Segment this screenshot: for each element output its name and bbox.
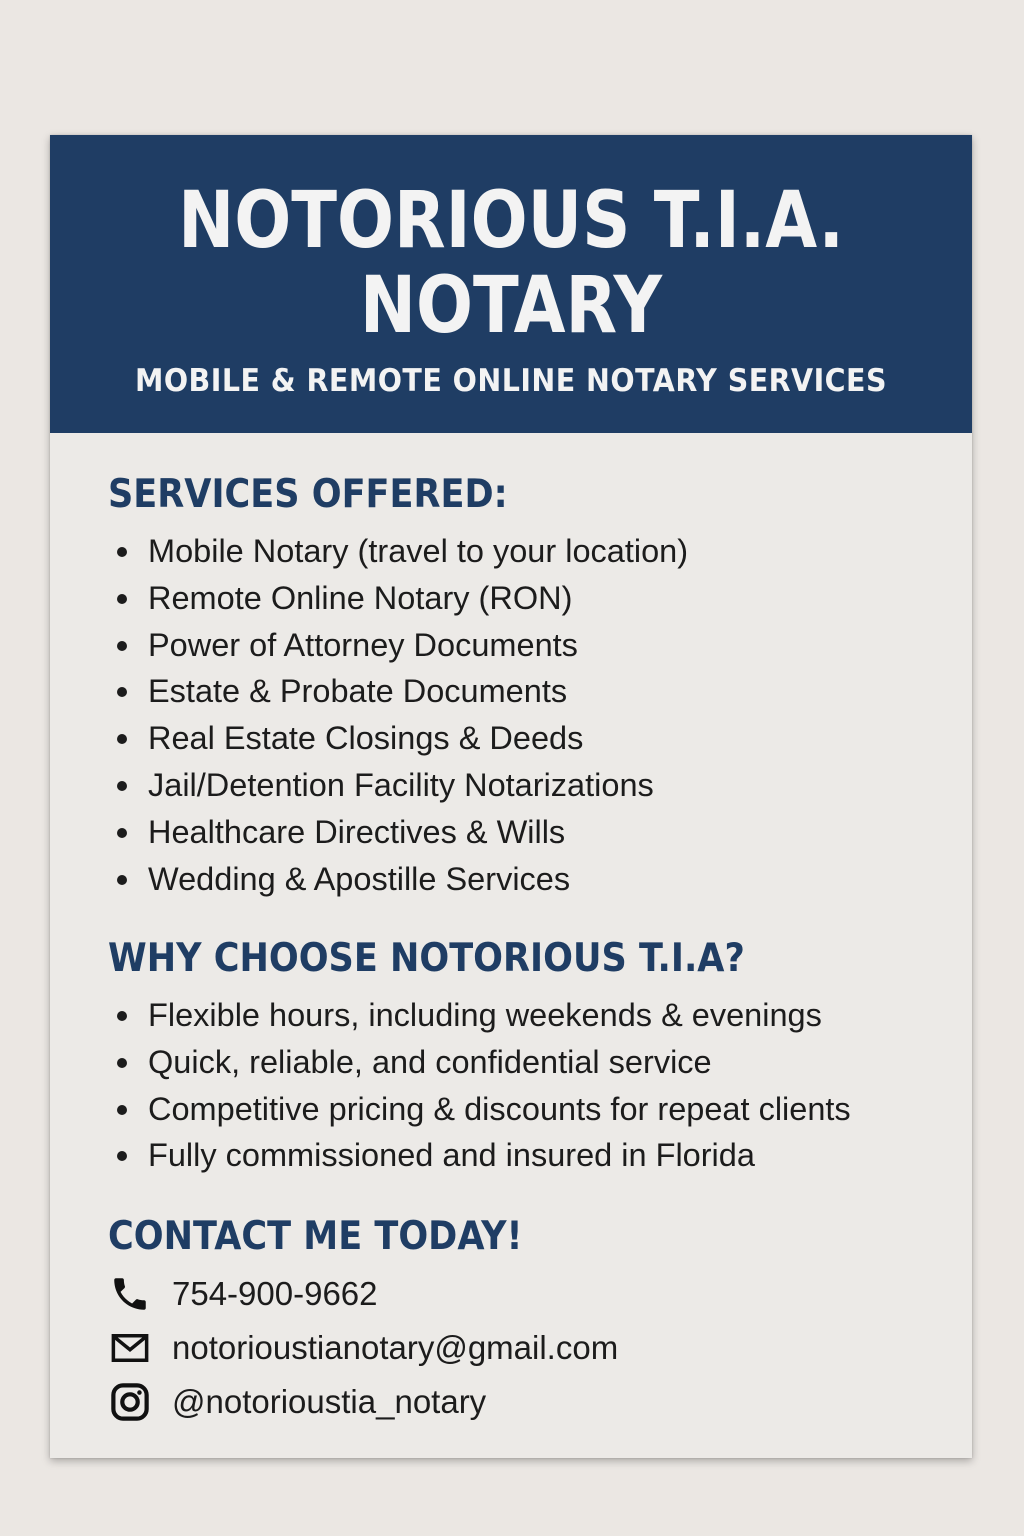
- bullet-dot: [117, 547, 127, 557]
- list-item-text: Estate & Probate Documents: [148, 673, 568, 710]
- title-line-2: NOTARY: [359, 261, 663, 351]
- list-item-text: Healthcare Directives & Wills: [148, 813, 566, 850]
- phone-icon: [108, 1272, 152, 1316]
- contact-instagram[interactable]: [108, 1380, 486, 1424]
- list-item-text: Flexible hours, including weekends & evenings: [148, 997, 822, 1033]
- list-item-text: Jail/Detention Facility Notarizations: [148, 766, 654, 803]
- phone-number[interactable]: 754-900-9662: [172, 1275, 378, 1312]
- contact-phone[interactable]: [108, 1272, 378, 1316]
- instagram-icon: [108, 1380, 152, 1424]
- list-item: [112, 715, 688, 762]
- list-item: [112, 856, 688, 903]
- bullet-dot: [117, 734, 127, 744]
- bullet-dot: [117, 594, 127, 604]
- list-item: [112, 528, 688, 575]
- flyer-header: [50, 135, 972, 433]
- list-item: [112, 762, 688, 809]
- list-item: [112, 1132, 851, 1179]
- instagram-handle[interactable]: @notorioustia_notary: [172, 1383, 487, 1420]
- list-item-text: Power of Attorney Documents: [148, 626, 578, 663]
- services-heading: SERVICES OFFERED:: [108, 472, 508, 517]
- mail-icon: [108, 1326, 152, 1370]
- bullet-dot: [117, 1105, 127, 1115]
- list-item-text: Quick, reliable, and confidential service: [148, 1043, 712, 1080]
- list-item: [112, 1086, 851, 1133]
- notary-flyer: [50, 135, 972, 1458]
- bullet-dot: [117, 1058, 127, 1068]
- list-item-text: Real Estate Closings & Deeds: [148, 720, 584, 757]
- email-address[interactable]: notorioustianotary@gmail.com: [172, 1329, 619, 1366]
- bullet-dot: [117, 687, 127, 697]
- contact-email[interactable]: [108, 1326, 618, 1370]
- list-item-text: Fully commissioned and insured in Florida: [148, 1137, 755, 1174]
- list-item: [112, 668, 688, 715]
- bullet-dot: [117, 1151, 127, 1161]
- title-line-1: NOTORIOUS T.I.A.: [178, 176, 844, 266]
- list-item-text: Competitive pricing & discounts for repeat clients: [148, 1090, 851, 1127]
- bullet-dot: [117, 1011, 127, 1021]
- bullet-dot: [117, 875, 127, 885]
- bullet-dot: [117, 781, 127, 791]
- list-item-text: Mobile Notary (travel to your location): [148, 533, 689, 569]
- list-item-text: Wedding & Apostille Services: [148, 860, 571, 897]
- list-item: [112, 622, 688, 669]
- contact-heading: CONTACT ME TODAY!: [108, 1214, 523, 1259]
- list-item: [112, 992, 851, 1039]
- bullet-dot: [117, 828, 127, 838]
- why-choose-list: [112, 992, 851, 1179]
- list-item: [112, 1039, 851, 1086]
- list-item: [112, 809, 688, 856]
- why-choose-heading: WHY CHOOSE NOTORIOUS T.I.A?: [108, 936, 745, 981]
- list-item-text: Remote Online Notary (RON): [148, 579, 573, 616]
- list-item: [112, 575, 688, 622]
- subtitle: MOBILE & REMOTE ONLINE NOTARY SERVICES: [135, 363, 887, 399]
- services-list: [112, 528, 688, 902]
- bullet-dot: [117, 641, 127, 651]
